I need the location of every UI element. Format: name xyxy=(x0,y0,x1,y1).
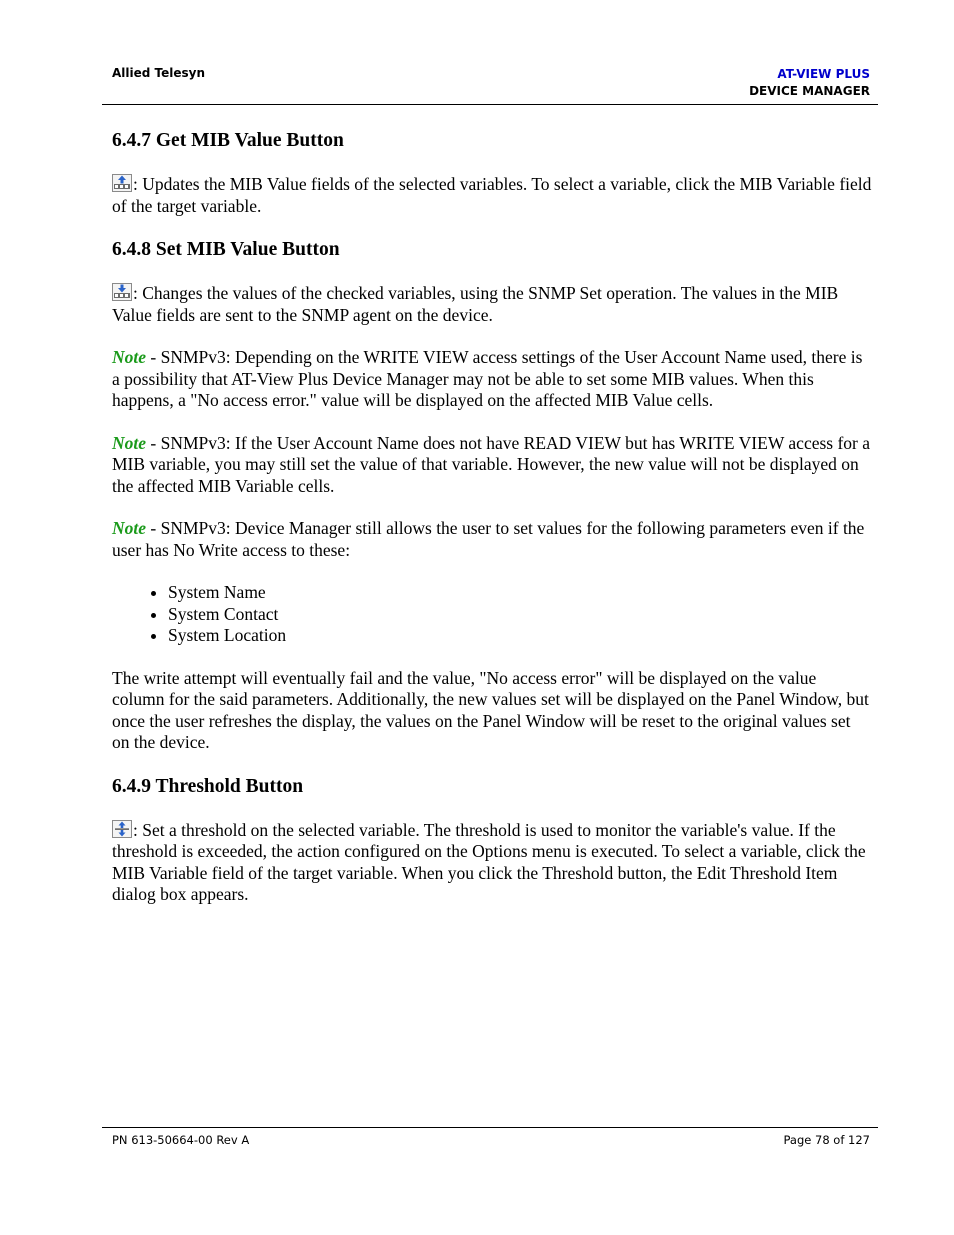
section-heading-get-mib: 6.4.7 Get MIB Value Button xyxy=(112,130,344,151)
set-mib-description: : Changes the values of the checked variables, using the SNMP Set operation. The values in the MIB Value fields are sent to the SNMP agent on the device. xyxy=(112,283,839,325)
paragraph-write-attempt: The write attempt will eventually fail and the value, "No access error" will be displayed on the value column for the said parameters. Additionally, the new values set will be displayed on the Panel Window, but once the user refreshes the display, the values on the Panel Window will be reset to the original values set on the device. xyxy=(112,667,869,752)
list-item: • System Name xyxy=(168,582,872,604)
note-no-write-access xyxy=(112,518,872,561)
paragraph-set-mib xyxy=(112,283,872,326)
note-write-view xyxy=(112,347,872,412)
header-company: Allied Telesyn xyxy=(112,66,206,80)
paragraph-threshold xyxy=(112,820,872,906)
note-text: - SNMPv3: Device Manager still allows the user to set values for the following parameters even if the user has No Write access to these: xyxy=(112,518,865,560)
get-mib-description: : Updates the MIB Value fields of the selected variables. To select a variable, click the MIB Variable field of the target variable. xyxy=(112,174,872,216)
header-product-block xyxy=(749,66,870,100)
note-text: - SNMPv3: Depending on the WRITE VIEW access settings of the User Account Name used, there is a possibility that AT-View Plus Device Manager may not be able to set some MIB values. When this happens, a "No access error." value will be displayed on the affected MIB Value cells. xyxy=(112,347,863,410)
note-label: Note xyxy=(112,518,147,538)
footer-page-number: Page 78 of 127 xyxy=(783,1133,870,1147)
header-module: DEVICE MANAGER xyxy=(749,84,870,98)
get-mib-value-icon xyxy=(112,174,132,192)
note-label: Note xyxy=(112,347,147,367)
footer-part-number: PN 613-50664-00 Rev A xyxy=(112,1133,250,1147)
footer-divider xyxy=(102,1127,878,1128)
paragraph-get-mib xyxy=(112,174,872,217)
note-label: Note xyxy=(112,432,147,453)
section-heading-threshold: 6.4.9 Threshold Button xyxy=(112,775,304,797)
threshold-icon xyxy=(112,820,132,838)
set-mib-value-icon xyxy=(112,283,132,301)
section-heading-set-mib: 6.4.8 Set MIB Value Button xyxy=(112,239,340,260)
page-body xyxy=(112,128,872,906)
header-divider xyxy=(102,104,878,105)
threshold-description: : Set a threshold on the selected variable. The threshold is used to monitor the variable's value. If the threshold is exceeded, the action configured on the Options menu is executed. To select a variable, click the MIB Variable field of the target variable. When you click the Threshold button, the Edit Threshold Item dialog box appears. xyxy=(112,819,866,904)
list-item: • System Contact xyxy=(168,604,872,626)
header-product: AT-VIEW PLUS xyxy=(777,67,870,81)
note-read-view xyxy=(112,433,872,498)
list-item: • System Location xyxy=(168,625,872,647)
parameter-list xyxy=(112,582,872,647)
note-text: - SNMPv3: If the User Account Name does not have READ VIEW but has WRITE VIEW access for a MIB variable, you may still set the value of that variable. However, the new value will not be displayed on the affected MIB Variable cells. xyxy=(112,432,871,496)
